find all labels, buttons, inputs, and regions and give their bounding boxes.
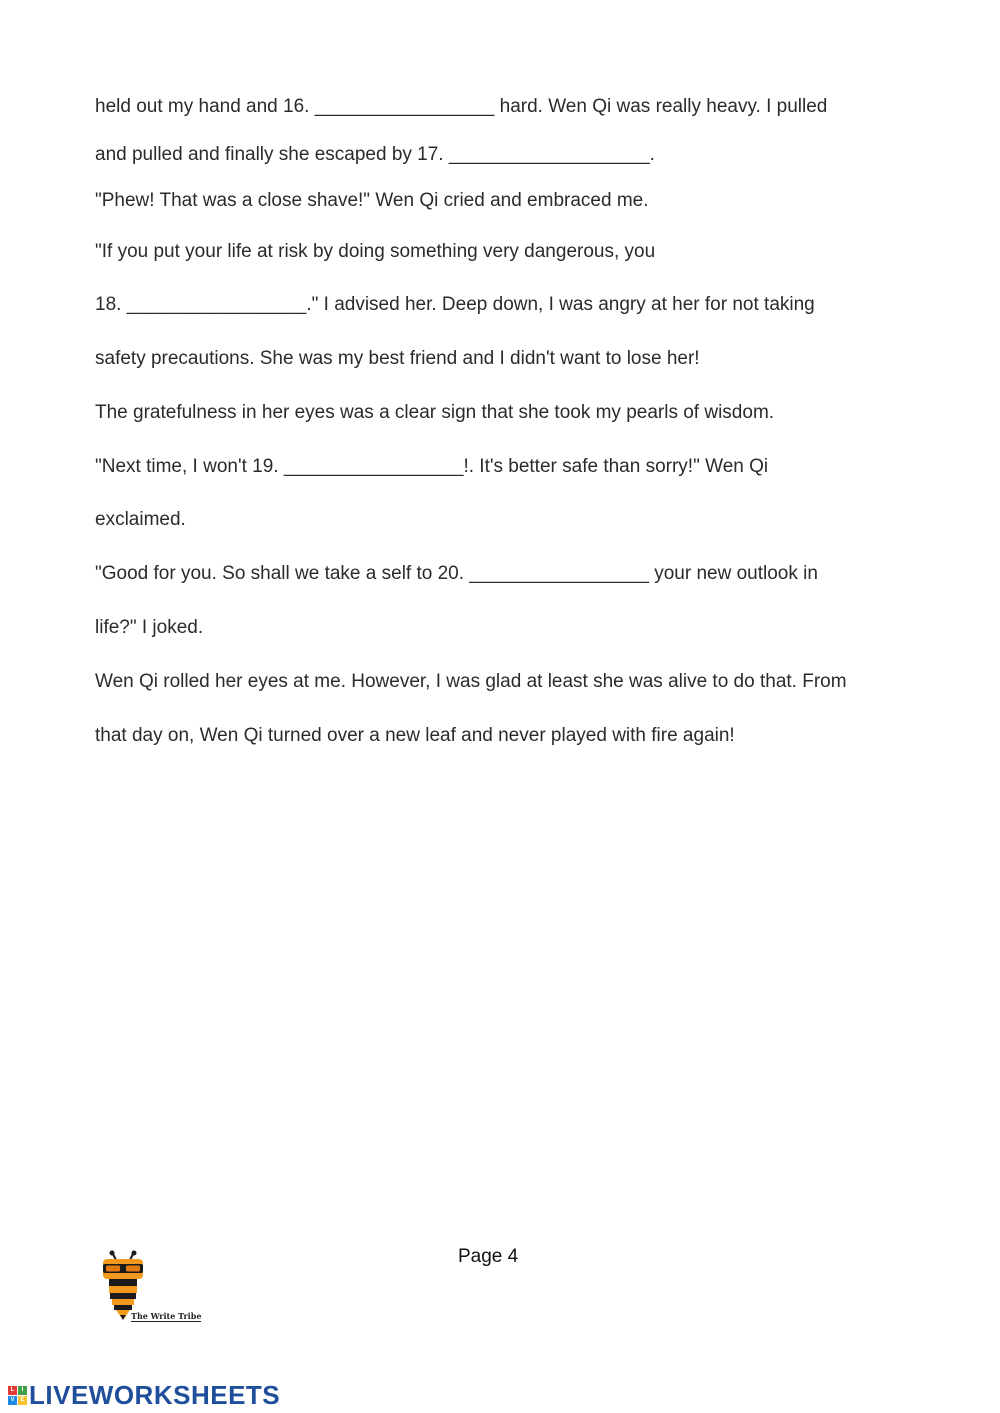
text-line-2: and pulled and finally she escaped by 17. ___________________. <box>95 144 655 165</box>
text-line-4: "If you put your life at risk by doing something very dangerous, you <box>95 241 656 262</box>
text-line-1: held out my hand and 16. _________________ hard. Wen Qi was really heavy. I pulled <box>95 96 828 117</box>
text-line-10: "Good for you. So shall we take a self to 20. _________________ your new outlook in <box>95 563 818 584</box>
text-line-11: life?" I joked. <box>95 617 204 638</box>
brand-block: I <box>18 1386 27 1395</box>
text-line-13: that day on, Wen Qi turned over a new leaf and never played with fire again! <box>95 725 735 746</box>
brand-block: L <box>8 1386 17 1395</box>
text-line-7: The gratefulness in her eyes was a clear sign that she took my pearls of wisdom. <box>95 402 775 423</box>
text-line-5: 18. _________________." I advised her. Deep down, I was angry at her for not taking <box>95 294 815 315</box>
brand-text: LIVEWORKSHEETS <box>29 1379 281 1410</box>
text-line-12: Wen Qi rolled her eyes at me. However, I was glad at least she was alive to do that. From <box>95 671 847 692</box>
liveworksheets-brand[interactable] <box>8 1380 280 1410</box>
text-line-3: "Phew! That was a close shave!" Wen Qi cried and embraced me. <box>95 190 649 211</box>
brand-block: V <box>8 1396 17 1405</box>
brand-blocks-icon <box>8 1386 27 1405</box>
logo-caption: The Write Tribe <box>131 1311 202 1321</box>
text-line-6: safety precautions. She was my best friend and I didn't want to lose her! <box>95 348 700 369</box>
brand-block: E <box>18 1396 27 1405</box>
text-line-9: exclaimed. <box>95 509 186 530</box>
page-number: Page 4 <box>458 1246 519 1267</box>
text-line-8: "Next time, I won't 19. _________________!. It's better safe than sorry!" Wen Qi <box>95 456 769 477</box>
